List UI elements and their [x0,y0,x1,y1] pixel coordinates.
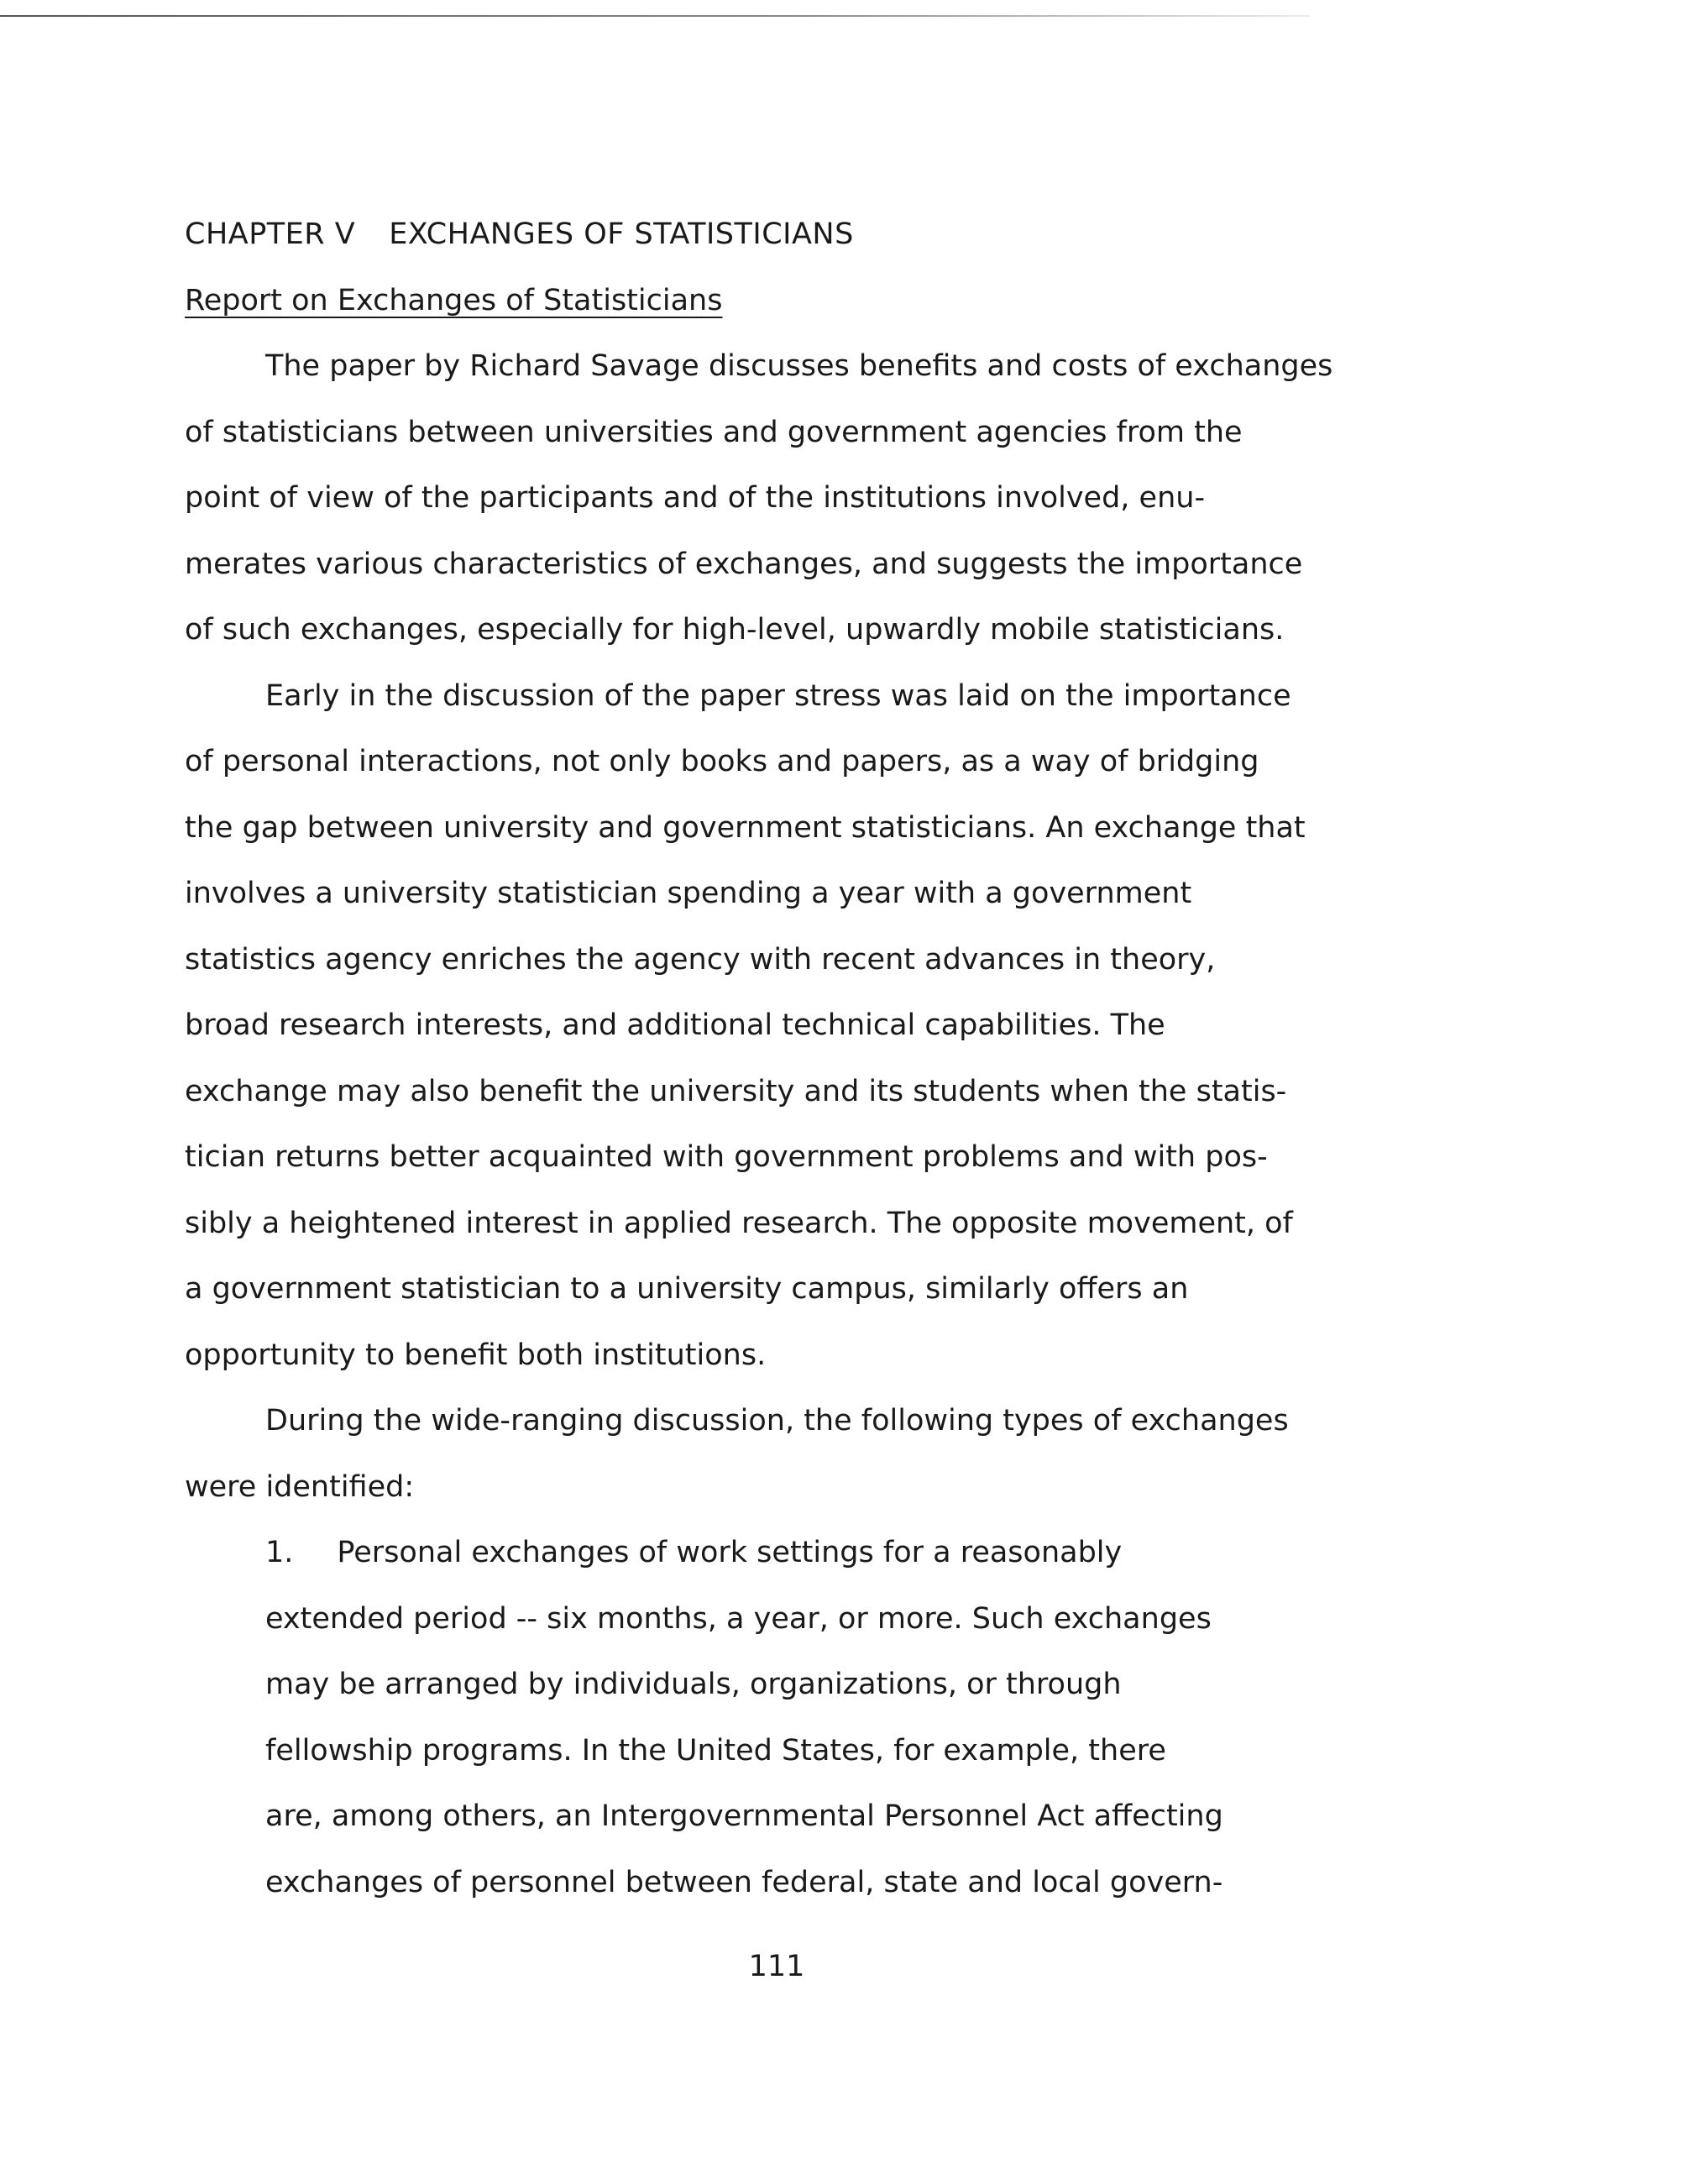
section-heading-line [185,268,1444,334]
list-item-text: Personal exchanges of work settings for a reasonably [337,1536,1123,1569]
list-item-first-line [265,1520,1444,1586]
paragraph-line: a government statistician to a university campus, similarly offers an [185,1272,1189,1306]
chapter-title: EXCHANGES OF STATISTICIANS [389,217,854,251]
paragraph-line: Early in the discussion of the paper stress was laid on the importance [265,678,1291,713]
list-item-line: are, among others, an Intergovernmental Personnel Act affecting [265,1799,1223,1833]
paragraph-line: broad research interests, and additional technical capabilities. The [185,1008,1165,1042]
page-number: 111 [748,1950,805,1983]
chapter-heading [185,202,1444,268]
paragraph-line: the gap between university and government statisticians. An exchange that [185,810,1306,845]
list-item-line: fellowship programs. In the United States, for example, there [265,1733,1166,1768]
paragraph-line: sibly a heightened interest in applied research. The opposite movement, of [185,1206,1293,1240]
paragraph-2 [185,663,1444,1389]
list-item-line: extended period -- six months, a year, or more. Such exchanges [265,1601,1212,1636]
section-heading: Report on Exchanges of Statisticians [185,283,723,317]
paragraph-line: were identified: [185,1469,415,1504]
document-page [185,202,1444,1915]
list-item-number: 1. [265,1536,294,1569]
paragraph-line: of such exchanges, especially for high-level, upwardly mobile statisticians. [185,613,1285,647]
list-item-1 [185,1520,1444,1915]
paragraph-3 [185,1388,1444,1520]
paragraph-1 [185,333,1444,663]
paragraph-line: statistics agency enriches the agency with recent advances in theory, [185,942,1216,977]
paragraph-line: of personal interactions, not only books and papers, as a way of bridging [185,745,1259,778]
paragraph-line: tician returns better acquainted with government problems and with pos- [185,1140,1268,1174]
paragraph-line: of statisticians between universities and government agencies from the [185,415,1243,449]
paragraph-line: The paper by Richard Savage discusses benefits and costs of exchanges [265,349,1333,383]
top-rule [0,15,1310,17]
paragraph-line: opportunity to benefit both institutions. [185,1338,767,1372]
chapter-label: CHAPTER V [185,217,356,251]
paragraph-line: merates various characteristics of exchanges, and suggests the importance [185,547,1303,581]
paragraph-line: During the wide-ranging discussion, the following types of exchanges [265,1404,1289,1438]
paragraph-line: involves a university statistician spending a year with a government [185,877,1192,910]
list-item-line: exchanges of personnel between federal, state and local govern- [265,1865,1223,1899]
paragraph-line: point of view of the participants and of the institutions involved, enu- [185,481,1206,515]
list-item-line: may be arranged by individuals, organizations, or through [265,1668,1122,1701]
paragraph-line: exchange may also benefit the university and its students when the statis- [185,1074,1287,1108]
